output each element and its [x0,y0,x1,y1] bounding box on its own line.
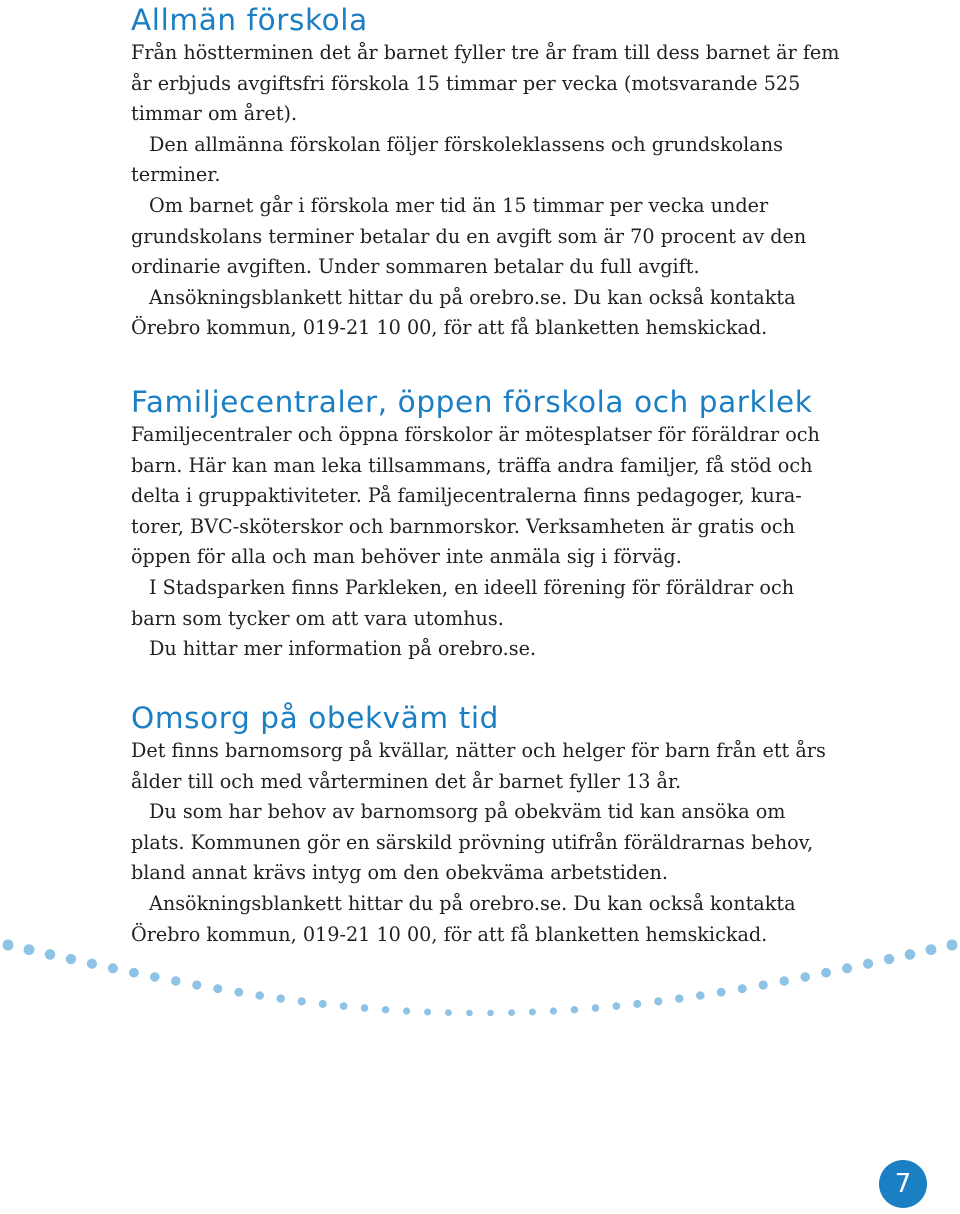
garland-dot [192,980,201,989]
garland-dot [592,1004,600,1012]
section-heading: Omsorg på obekväm tid [131,701,500,735]
body-line: Familjecentraler och öppna förskolor är mötesplatser för föräldrar och [131,423,820,446]
body-line: timmar om året). [131,102,298,126]
garland-dot [234,988,243,997]
body-line: Ansökningsblankett hittar du på orebro.se. Du kan också kontakta [149,891,796,915]
garland-dot [717,988,726,997]
garland-dot [550,1007,557,1014]
garland-dot [213,984,222,993]
body-line: Du hittar mer information på orebro.se. [149,637,537,661]
body-line: Örebro kommun, 019-21 10 00, för att få blanketten hemskickad. [131,316,768,340]
body-line: ålder till och med vårterminen det år barnet fyller 13 år. [131,769,682,793]
garland-dot [571,1006,578,1013]
garland-dot [675,994,683,1002]
decorative-dot-garland [0,935,960,1035]
garland-dot [738,984,747,993]
body-line: år erbjuds avgiftsfri förskola 15 timmar per vecka (motsvarande 525 [131,71,801,95]
garland-dot [780,976,789,985]
garland-dot [633,1000,641,1008]
body-line: grundskolans terminer betalar du en avgift som är 70 procent av den [131,224,807,248]
body-line: torer, BVC-sköterskor och barnmorskor. Verksamheten är gratis och [131,514,795,538]
body-line: Om barnet går i förskola mer tid än 15 timmar per vecka under [149,193,769,217]
garland-dot [759,980,768,989]
garland-dot [45,949,56,960]
garland-dot [87,959,97,969]
garland-dot [926,944,937,955]
garland-dot [171,976,180,985]
body-line: Det finns barnomsorg på kvällar, nätter och helger för barn från ett års [131,739,826,762]
garland-dot [842,963,852,973]
garland-dot [445,1009,452,1016]
body-line: Du som har behov av barnomsorg på obekväm tid kan ansöka om [149,800,786,824]
section-body [131,38,840,344]
garland-dot [382,1006,389,1013]
garland-dot [319,1000,327,1008]
body-line: terminer. [131,163,221,187]
garland-dot [277,994,285,1002]
section-heading: Familjecentraler, öppen förskola och parklek [131,385,813,419]
body-line: Från höstterminen det år barnet fyller tre år fram till dess barnet är fem [131,41,840,64]
garland-dot [108,963,118,973]
section-allman-forskola [131,2,840,344]
garland-dot [696,991,705,1000]
body-line: delta i gruppaktiviteter. På familjecentralerna finns pedagoger, kura- [131,484,802,508]
body-line: plats. Kommunen gör en särskild prövning utifrån föräldrarnas behov, [131,830,814,854]
garland-dot [66,954,76,964]
garland-dot [150,972,160,982]
body-line: I Stadsparken finns Parkleken, en ideell förening för föräldrar och [149,575,795,599]
section-body [131,420,821,665]
body-line: ordinarie avgiften. Under sommaren betalar du full avgift. [131,255,700,279]
garland-dot [529,1009,536,1016]
garland-dot [466,1010,473,1017]
garland-dot [905,949,916,960]
garland-dot [361,1004,369,1012]
body-line: Ansökningsblankett hittar du på orebro.se. Du kan också kontakta [149,285,796,309]
garland-dot [947,940,958,951]
garland-dot [424,1009,431,1016]
page-number-badge: 7 [879,1160,927,1208]
garland-dot [884,954,894,964]
garland-dot [508,1009,515,1016]
section-familjecentraler [131,384,821,665]
garland-dot [403,1007,410,1014]
body-line: Den allmänna förskolan följer förskoleklassens och grundskolans [149,132,783,156]
garland-dot [613,1002,621,1010]
garland-dot [340,1002,348,1010]
body-line: barn som tycker om att vara utomhus. [131,606,504,630]
garland-dot [3,940,14,951]
garland-dot [487,1010,494,1017]
section-omsorg-obekvam-tid [131,700,826,950]
section-body [131,736,826,950]
garland-dot [255,991,264,1000]
garland-dot [654,997,662,1005]
section-heading: Allmän förskola [131,3,368,37]
body-line: barn. Här kan man leka tillsammans, träffa andra familjer, få stöd och [131,453,813,477]
garland-dot [298,997,306,1005]
body-line: Örebro kommun, 019-21 10 00, för att få blanketten hemskickad. [131,922,768,946]
body-line: bland annat krävs intyg om den obekväma arbetstiden. [131,861,668,885]
garland-dot [821,968,831,978]
garland-dot [24,944,35,955]
garland-dot [863,959,873,969]
garland-dot [129,968,139,978]
garland-dot [800,972,810,982]
body-line: öppen för alla och man behöver inte anmäla sig i förväg. [131,545,682,569]
